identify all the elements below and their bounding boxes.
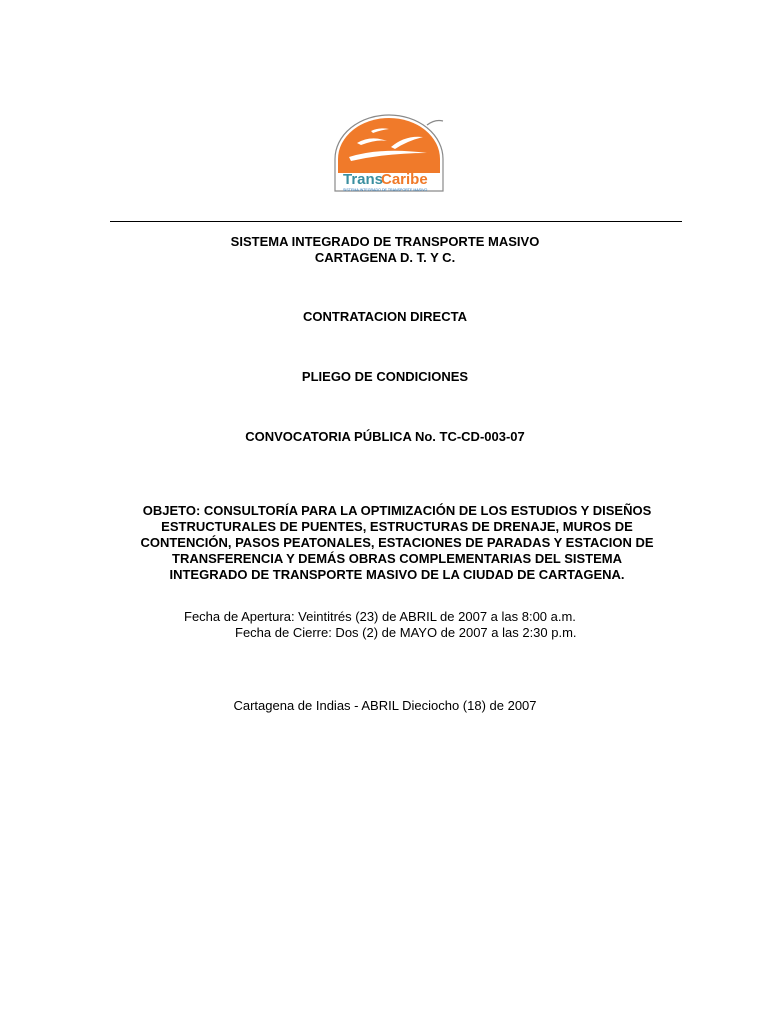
contratacion-title: CONTRATACION DIRECTA bbox=[303, 309, 467, 324]
transcaribe-logo bbox=[331, 113, 447, 197]
header-line-2: CARTAGENA D. T. Y C. bbox=[314, 250, 456, 265]
objeto-block bbox=[100, 503, 694, 583]
objeto-line: TRANSFERENCIA Y DEMÁS OBRAS COMPLEMENTARIAS DEL SISTEMA bbox=[172, 551, 622, 566]
logo-caribe-text: Caribe bbox=[381, 171, 428, 188]
lugar-fecha: Cartagena de Indias - ABRIL Dieciocho (18) de 2007 bbox=[233, 698, 537, 713]
fecha-apertura: Fecha de Apertura: Veintitrés (23) de ABRIL de 2007 a las 8:00 a.m. bbox=[184, 609, 576, 624]
pliego-title: PLIEGO DE CONDICIONES bbox=[301, 369, 469, 384]
objeto-line: CONTENCIÓN, PASOS PEATONALES, ESTACIONES DE PARADAS Y ESTACION DE bbox=[140, 535, 654, 550]
convocatoria-title: CONVOCATORIA PÚBLICA No. TC-CD-003-07 bbox=[245, 429, 525, 444]
logo-tagline: SISTEMA INTEGRADO DE TRANSPORTE MASIVO bbox=[343, 188, 428, 192]
objeto-line: INTEGRADO DE TRANSPORTE MASIVO DE LA CIUDAD DE CARTAGENA. bbox=[169, 567, 625, 582]
header-line-1: SISTEMA INTEGRADO DE TRANSPORTE MASIVO bbox=[230, 234, 540, 249]
fecha-cierre: Fecha de Cierre: Dos (2) de MAYO de 2007 a las 2:30 p.m. bbox=[235, 625, 577, 640]
header-divider bbox=[110, 221, 682, 222]
logo-trans-text: Trans bbox=[343, 171, 384, 188]
objeto-line: ESTRUCTURALES DE PUENTES, ESTRUCTURAS DE DRENAJE, MUROS DE bbox=[161, 519, 633, 534]
objeto-line: OBJETO: CONSULTORÍA PARA LA OPTIMIZACIÓN DE LOS ESTUDIOS Y DISEÑOS bbox=[142, 503, 652, 518]
